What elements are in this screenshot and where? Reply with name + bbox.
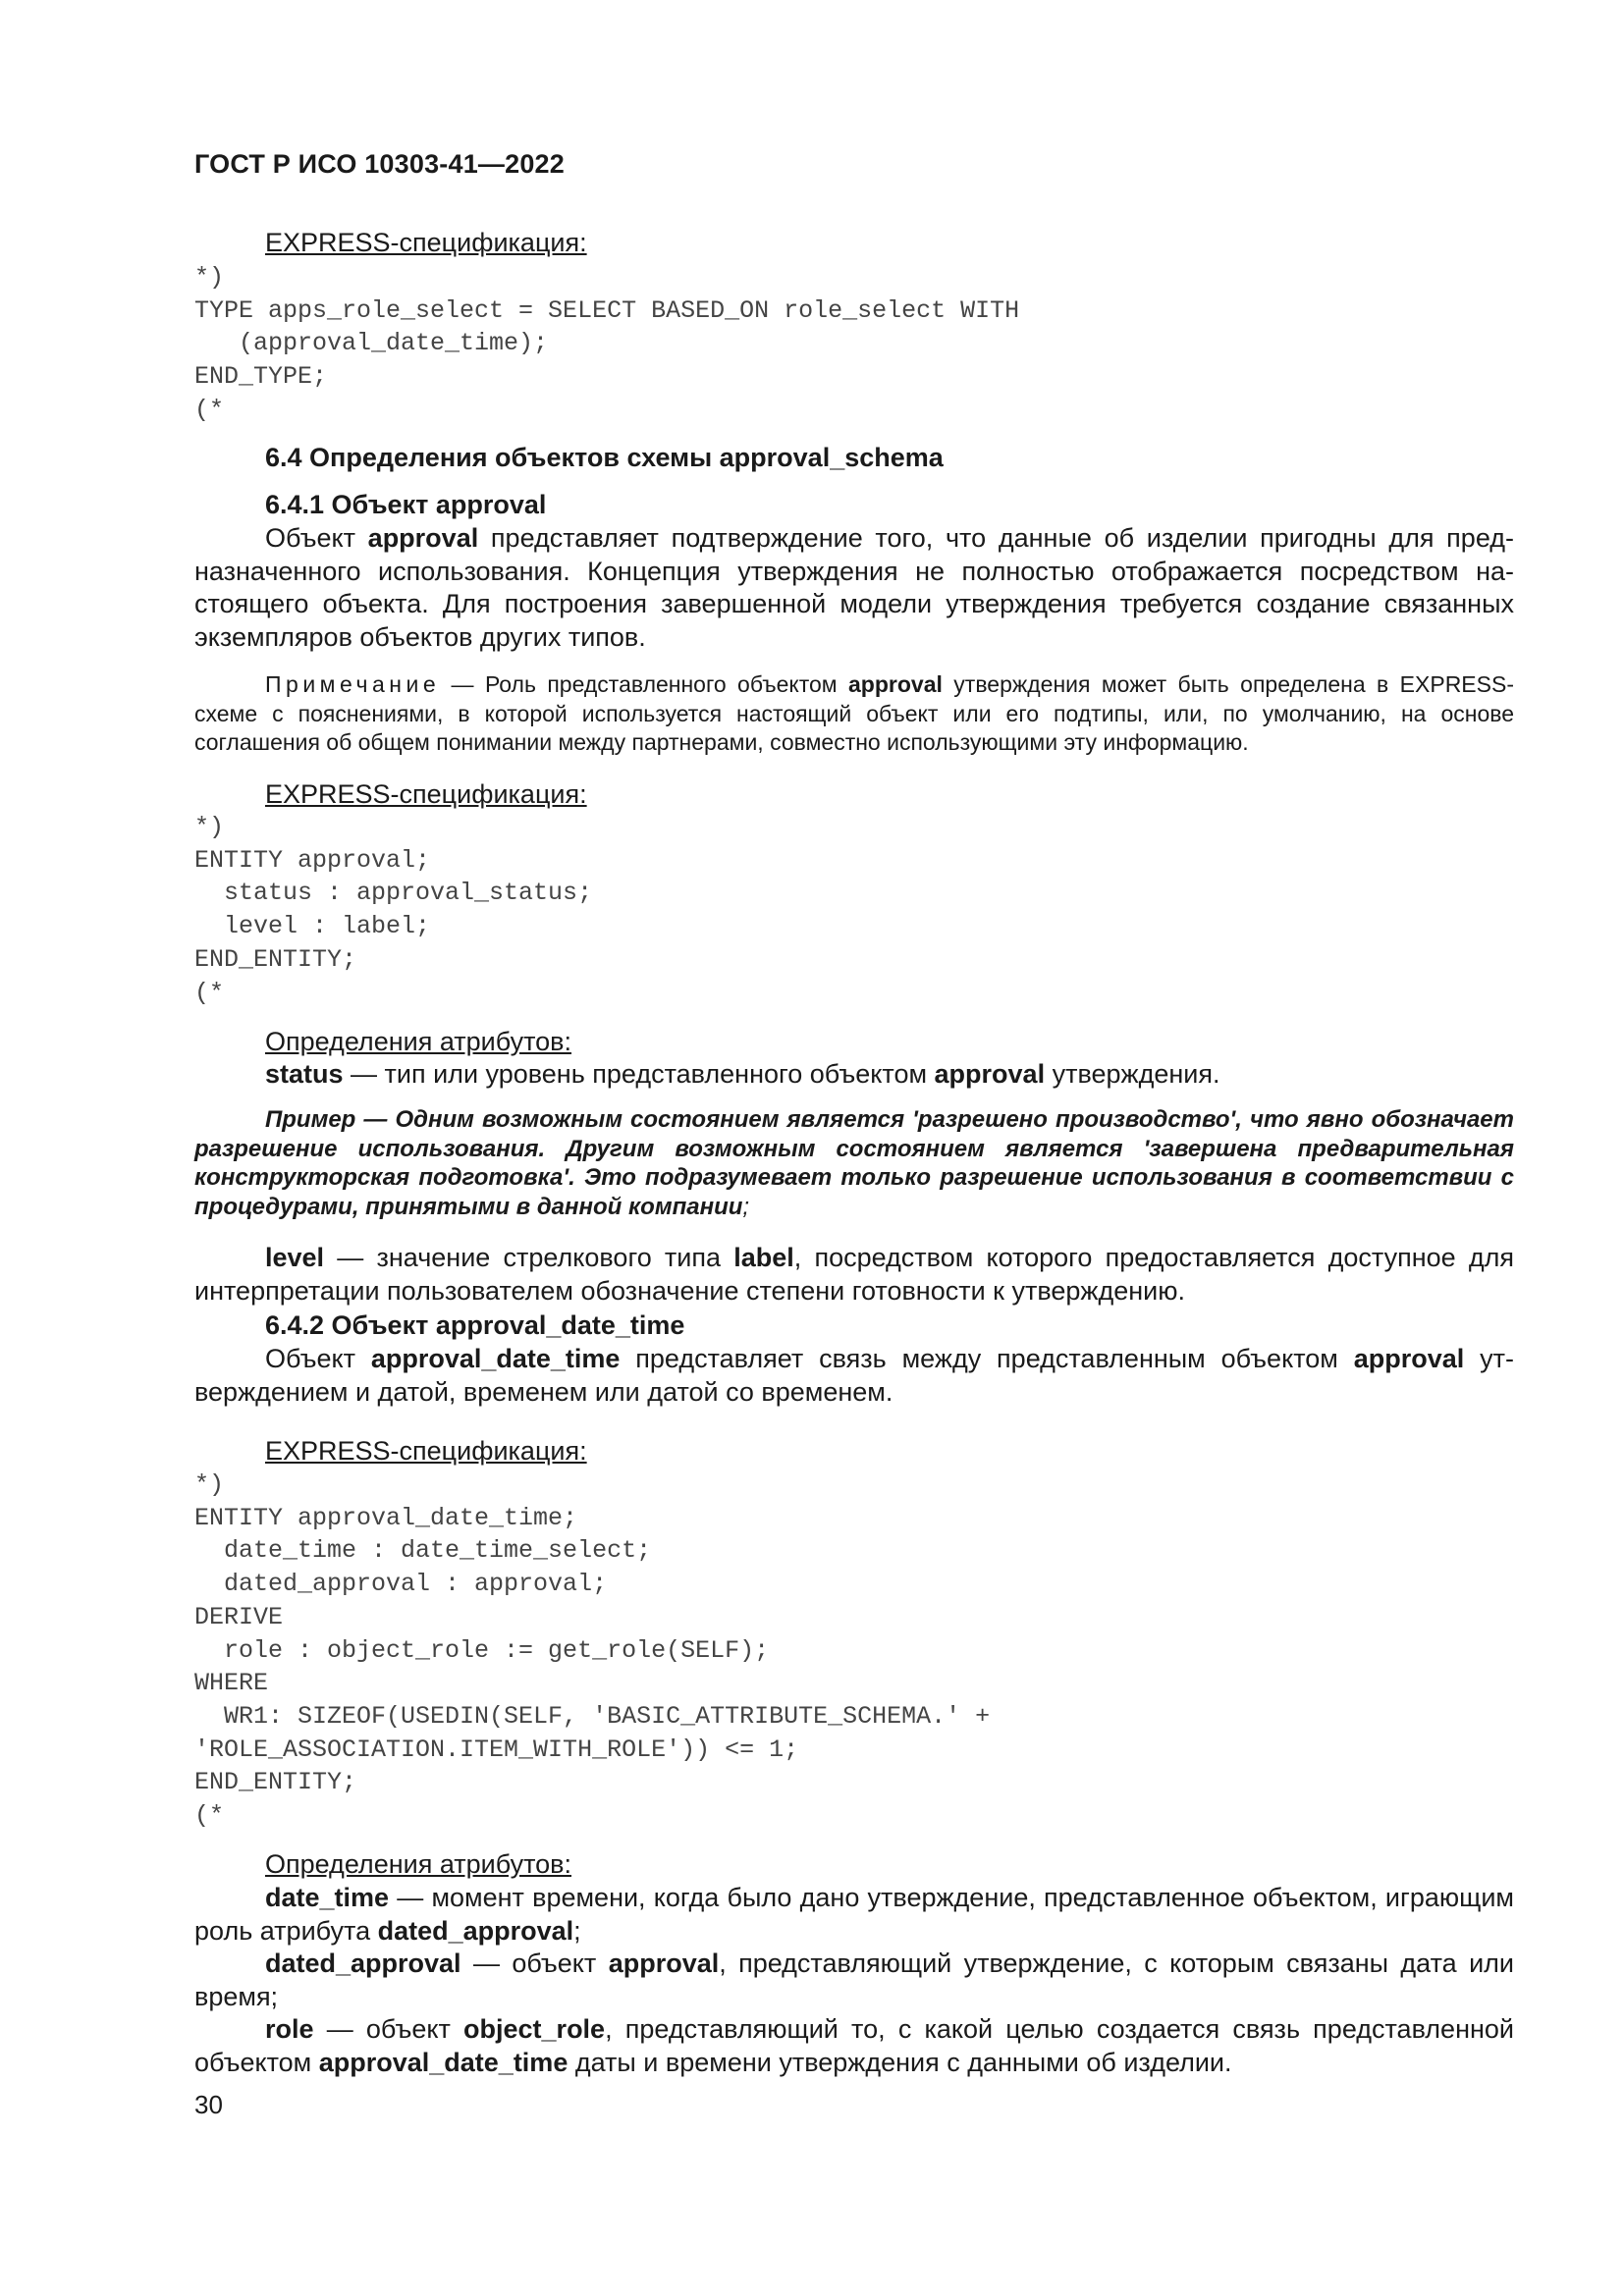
section-heading-6-4-1: 6.4.1 Объект approval bbox=[265, 490, 547, 519]
approval-description: Объект approval представляет подтверждение того, что данные об изделии пригодны для предназначенного использования. Концепция утверждения не полностью отображается посредством настоящего объекта. Для построения завершенной модели утверждения требуется создание связанных экземпляров объектов других типов. bbox=[194, 523, 1514, 652]
date-time-definition: date_time — момент времени, когда было дано утверждение, представленное объектом, играющим роль атрибута dated_approval; bbox=[194, 1883, 1514, 1946]
note-paragraph: Примечание — Роль представленного объектом approval утверждения может быть определена в EXPRESS-схеме с пояснениями, в которой используется настоящий объект или его подтипы, или, по умолчанию, на основе соглашения об общем понимании между партнерами, совместно использующими эту информацию. bbox=[194, 671, 1514, 755]
express-code-approval-date-time: *) ENTITY approval_date_time; date_time : date_time_select; dated_approval : approval; DERIVE role : object_role := get_role(SELF); WHERE WR1: SIZEOF(USEDIN(SELF, 'BASIC_ATTRIBUTE_SCHEMA.' + 'ROLE_ASSOCIATION.ITEM_WITH_ROLE')) <= 1; END_ENTITY; (* bbox=[194, 1470, 991, 1831]
express-code-type: *) TYPE apps_role_select = SELECT BASED_ON role_select WITH (approval_date_time); END_TYPE; (* bbox=[194, 263, 1020, 424]
status-definition: status — тип или уровень представленного объектом approval утверждения. bbox=[265, 1059, 1220, 1089]
attribute-definitions-label-1: Определения атрибутов: bbox=[265, 1027, 572, 1056]
approval-date-time-description: Объект approval_date_time представляет связь между представленным объектом approval утверждением и датой, временем или датой со временем. bbox=[194, 1344, 1514, 1407]
express-spec-label-1: EXPRESS-спецификация: bbox=[265, 228, 587, 257]
express-code-approval: *) ENTITY approval; status : approval_status; level : label; END_ENTITY; (* bbox=[194, 813, 593, 1007]
attribute-definitions-label-2: Определения атрибутов: bbox=[265, 1849, 572, 1879]
section-heading-6-4: 6.4 Определения объектов схемы approval_schema bbox=[265, 443, 944, 472]
document-header: ГОСТ Р ИСО 10303-41—2022 bbox=[194, 149, 565, 179]
section-heading-6-4-2: 6.4.2 Объект approval_date_time bbox=[265, 1310, 685, 1340]
example-paragraph: Пример — Одним возможным состоянием является 'разрешено производство', что явно обозначает разрешение использования. Другим возможным состоянием является 'завершена предварительная конструкторская подготовка'. Это подразумевает только разрешение использования в соответствии с процедурами, принятыми в данной компании; bbox=[194, 1106, 1514, 1220]
express-spec-label-3: EXPRESS-спецификация: bbox=[265, 1436, 587, 1466]
level-definition: level — значение стрелкового типа label, посредством которого предоставляется доступное для интерпретации пользователем обозначение степени готовности к утверждению. bbox=[194, 1243, 1514, 1306]
express-spec-label-2: EXPRESS-спецификация: bbox=[265, 779, 587, 809]
page-number: 30 bbox=[194, 2090, 223, 2119]
dated-approval-definition: dated_approval — объект approval, представляющий утверждение, с которым связаны дата или время; bbox=[194, 1949, 1514, 2011]
role-definition: role — объект object_role, представляющий то, с какой целью создается связь представленной объектом approval_date_time даты и времени утверждения с данными об изделии. bbox=[194, 2014, 1514, 2077]
note-label: Примечание bbox=[265, 671, 441, 697]
